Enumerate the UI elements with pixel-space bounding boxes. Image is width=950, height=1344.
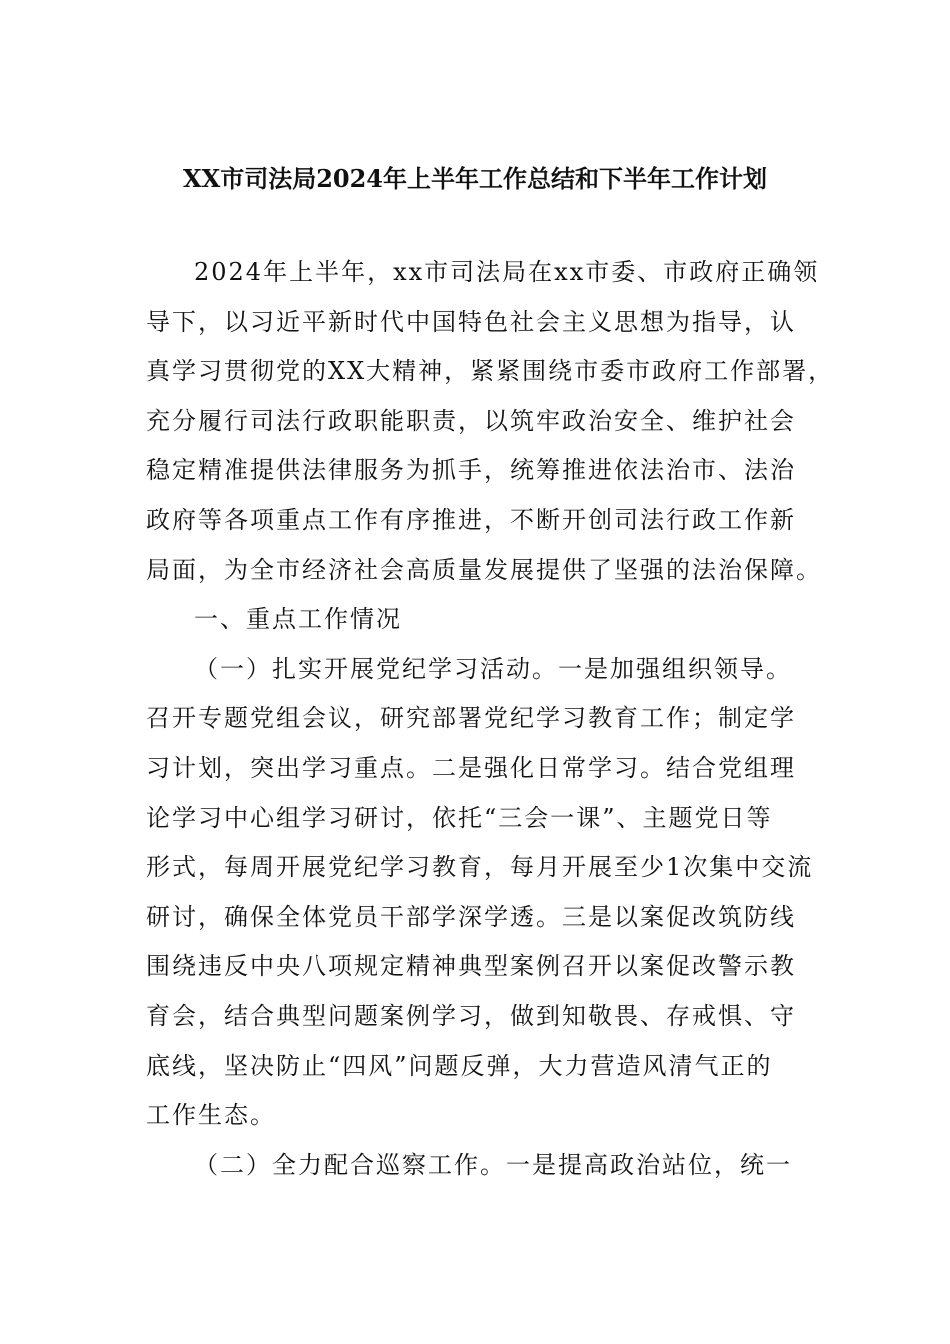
body-line: 工作生态。 (146, 1101, 276, 1130)
body-line: （一）扎实开展党纪学习活动。一是加强组织领导。 (194, 654, 792, 683)
body-line: 习计划，突出学习重点。二是强化日常学习。结合党组理 (146, 753, 796, 782)
body-line: 导下，以习近平新时代中国特色社会主义思想为指导，认 (146, 307, 796, 336)
body-line: 召开专题党组会议，研究部署党纪学习教育工作；制定学 (146, 704, 796, 733)
body-line: 围绕违反中央八项规定精神典型案例召开以案促改警示教 (146, 952, 796, 981)
body-line: 2024年上半年，xx市司法局在xx市委、市政府正确领 (194, 258, 820, 286)
body-line: 充分履行司法行政职能职责，以筑牢政治安全、维护社会 (146, 406, 796, 435)
document-body (146, 256, 835, 1198)
document-title: XX市司法局2024年上半年工作总结和下半年工作计划 (182, 164, 768, 193)
body-line: 真学习贯彻党的XX大精神，紧紧围绕市委市政府工作部署， (146, 357, 835, 386)
body-line: 研讨，确保全体党员干部学深学透。三是以案促改筑防线 (146, 902, 796, 931)
body-line: （二）全力配合巡察工作。一是提高政治站位，统一 (194, 1150, 792, 1179)
body-line: 底线，坚决防止“四风”问题反弹，大力营造风清气正的 (146, 1051, 773, 1080)
body-line: 论学习中心组学习研讨，依托“三会一课”、主题党日等 (146, 803, 773, 832)
body-line: 育会，结合典型问题案例学习，做到知敬畏、存戒惧、守 (146, 1001, 796, 1030)
body-line: 政府等各项重点工作有序推进，不断开创司法行政工作新 (146, 505, 796, 534)
body-line: 形式，每周开展党纪学习教育，每月开展至少1次集中交流 (146, 853, 814, 882)
section-heading: 一、重点工作情况 (194, 605, 402, 634)
body-line: 稳定精准提供法律服务为抓手，统筹推进依法治市、法治 (146, 456, 796, 485)
body-line: 局面，为全市经济社会高质量发展提供了坚强的法治保障。 (146, 555, 822, 584)
